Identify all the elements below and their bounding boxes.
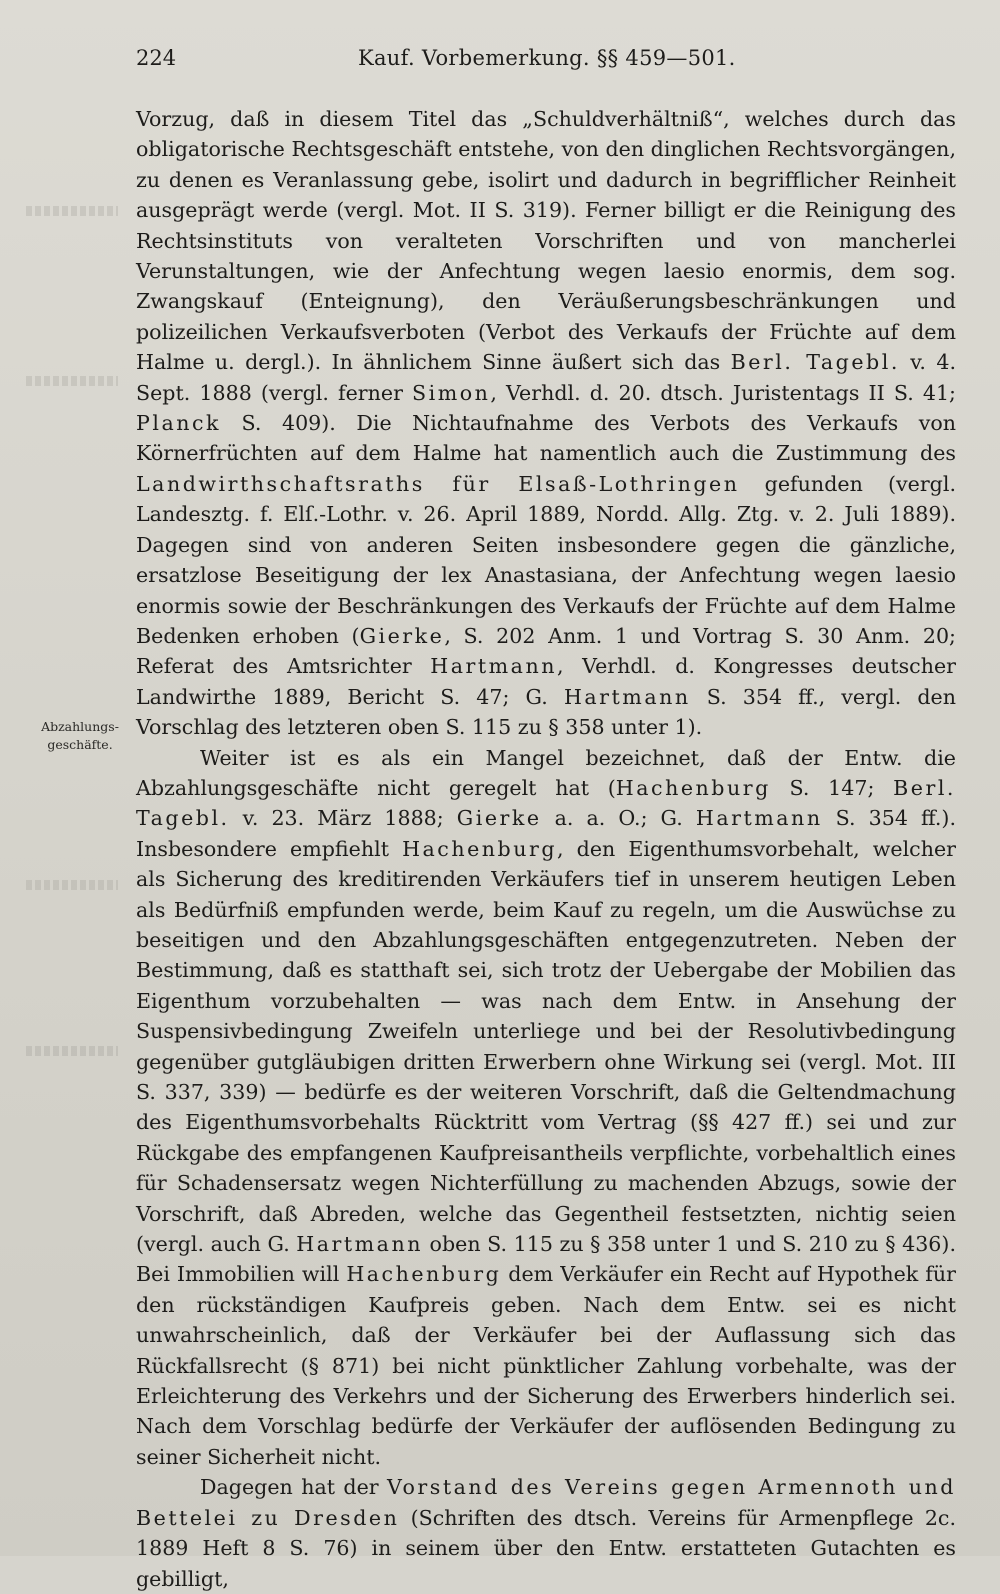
text-run: , Verhdl. d. 20. dtsch. Juristentags II S. 41; [490,380,956,405]
page-number: 224 [136,46,177,70]
body-text [136,104,956,1594]
text-run: S. 147; [770,775,894,800]
margin-note-abzahlungsgeschaefte [30,718,130,754]
spaced-name: Vorstand des Vereins gegen Armennoth und Bettelei zu Dresden [136,1475,956,1530]
page-header [136,40,956,80]
show-through-mark [26,376,118,386]
spaced-name: Berl. Tagebl. [136,775,956,831]
text-run: gefunden (vergl. Landesztg. f. Elſ.-Lothr. v. 26. April 1889, Nordd. Allg. Ztg. v. 2. Juli 1889). Dagegen sind von anderen Seiten insbesondere gegen die gänzliche, ersatzlose Beseitigung der lex Anastasiana, der Anfechtung wegen laesio enormis sowie der Beschränkungen des Verkaufs der Früchte auf dem Halme Bedenken erhoben ( [136,471,957,648]
spaced-name: Berl. Tagebl. [730,350,900,375]
show-through-mark [26,1046,118,1056]
show-through-mark [26,880,118,890]
text-run: Weiter ist es als ein Mangel bezeichnet, daß der Entw. die Abzahlungsgeschäfte nicht geregelt hat ( [136,745,956,800]
spaced-name: Hartmann [296,1232,423,1257]
text-run: Vorzug, daß in diesem Titel das „Schuldverhältniß“, welches durch das obligatorische Rechtsgeschäft entstehe, von den dinglichen Rechtsvorgängen, zu denen es Veranlassung gebe, isolirt und dadurch in begrifflicher Reinheit ausgeprägt werde (vergl. Mot. II S. 319). Ferner billigt er die Reinigung des Rechtsinstituts von veralteten Vorschriften und von mancherlei Verunstaltungen, wie der Anfechtung wegen laesio enormis, dem sog. Zwangskauf (Enteignung), den Veräußerungsbeschränkungen und polizeilichen Verkaufsverboten (Verbot des Verkaufs der Früchte auf dem Halme u. dergl.). In ähnlichem Sinne äußert sich das [136,107,956,375]
text-run: a. a. O.; G. [541,806,696,831]
text-run: , Verhdl. d. Kongresses deutscher Landwirthe 1889, Bericht S. 47; G. [136,654,956,709]
text-run: Dagegen hat der [200,1475,388,1500]
paragraph-abzahlung [136,743,956,1473]
show-through-mark [26,206,118,216]
spaced-name: Simon [412,380,491,405]
text-run: v. 23. März 1888; [229,806,457,831]
spaced-name: Hachenburg [346,1262,502,1287]
paragraph-continuation [136,104,956,743]
spaced-name: Gierke [456,806,542,831]
text-run: , den Eigenthumsvorbehalt, welcher als Sicherung des kreditirenden Verkäufers tief in unserem heutigen Leben als Bedürfniß empfunden werde, beim Kauf zu regeln, um die Auswüchse zu beseitigen und den Abzahlungsgeschäften entgegenzutreten. Neben der Bestimmung, daß es statthaft sei, sich trotz der Uebergabe der Mobilien das Eigenthum vorzubehalten — was nach dem Entw. in Ansehung der Suspensivbedingung Zweifeln unterliege und bei der Resolutivbedingung gegenüber gutgläubigen dritten Erwerbern ohne Wirkung sei (vergl. Mot. III S. 337, 339) — bedürfe es der weiteren Vorschrift, daß die Geltendmachung des Eigenthumsvorbehalts Rücktritt vom Vertrag (§§ 427 ff.) sei und zur Rückgabe des empfangenen Kaufpreisantheils verpflichte, vorbehaltlich eines für Schadensersatz wegen Nichterfüllung zu machenden Abzugs, sowie der Vorschrift, daß Abreden, welche das Gegentheil festsetzten, nichtig seien (vergl. auch G. [136,836,956,1257]
text-run: (Schriften des dtsch. Vereins für Armenpflege 2c. 1889 Heft 8 S. 76) in seinem über den Entw. erstatteten Gutachten es gebilligt, [136,1505,956,1591]
text-run: S. 354 ff., vergl. den Vorschlag des letzteren oben S. 115 zu § 358 unter 1). [136,684,957,740]
spaced-name: Hachenburg [402,836,558,861]
spaced-name: Planck [136,411,221,436]
text-run: S. 409). Die Nichtaufnahme des Verbots des Verkaufs von Körnerfrüchten auf dem Halme hat namentlich auch die Zustimmung des [136,411,956,466]
margin-note-line: geschäfte. [47,737,113,752]
paragraph-dresden [136,1472,956,1594]
text-run: S. 354 ff.). Insbesondere empfiehlt [136,806,957,861]
margin-note-line: Abzahlungs- [41,719,119,734]
spaced-name: Hachenburg [615,775,771,800]
spaced-name: Landwirthschaftsraths für Elsaß-Lothringen [136,471,740,496]
spaced-name: Hartmann [563,684,691,709]
text-run: dem Verkäufer ein Recht auf Hypothek für den rückständigen Kaufpreis geben. Nach dem Entw. sei es nicht unwahrscheinlich, daß der Verkäufer bei der Auflassung sich das Rückfallsrecht (§ 871) bei nicht pünktlicher Zahlung vorbehalte, was der Erleichterung des Verkehrs und der Sicherung des Erwerbers hinderlich sei. Nach dem Vorschlag bedürfe der Verkäufer der auflösenden Bedingung zu seiner Sicherheit nicht. [136,1262,957,1469]
running-title: Kauf. Vorbemerkung. §§ 459—501. [358,46,736,70]
text-run: v. 4. Sept. 1888 (vergl. ferner [136,350,956,405]
text-run: oben S. 115 zu § 358 unter 1 und S. 210 zu § 436). Bei Immobilien will [136,1232,956,1287]
spaced-name: Gierke [359,623,445,648]
text-run: , S. 202 Anm. 1 und Vortrag S. 30 Anm. 20; Referat des Amtsrichter [136,623,956,679]
spaced-name: Hartmann [430,654,557,679]
spaced-name: Hartmann [695,806,823,831]
